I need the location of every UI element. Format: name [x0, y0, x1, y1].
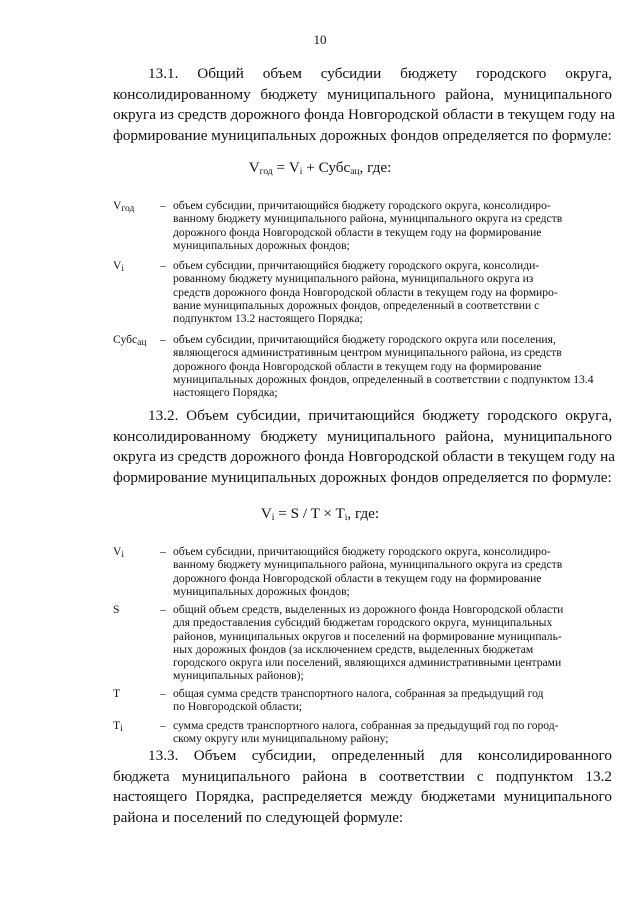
definition-item — [113, 545, 613, 603]
para-line: 13.2. Объем субсидии, причитающийся бюджету городского округа, — [148, 407, 612, 424]
definition-symbol: $V_i$ — [113, 259, 125, 274]
definition-symbol: $V_{год}$ — [113, 199, 135, 214]
definition-item — [113, 603, 613, 687]
definition-text: объем субсидии, причитающийся бюджету городского округа, консолидиро- ванному бюджету муниципального района, муниципального округа из средств дорожного фонда Новгородской области в текущем году на формирование муниципальных дорожных фондов; — [173, 545, 563, 598]
para-line: настоящего Порядка, распределяется между бюджетами муниципального — [113, 788, 612, 805]
definition-text: сумма средств транспортного налога, собранная за предыдущий год по город- скому округу или муниципальному району; — [173, 719, 559, 746]
definition-dash: – — [160, 545, 166, 558]
definitions-13-1 — [113, 199, 613, 403]
para-line: бюджета муниципального района в соответствии с подпунктом 13.2 — [113, 767, 612, 785]
definition-text: объем субсидии, причитающийся бюджету городского округа, консолиди- рованному бюджету муниципального района, муниципального округа из средств дорожного фонда Новгородской области в текущем году на формиро- вание муниципальных дорожных фондов, определенный в соответствии с подпунктом 13.2 настоящего Порядка; — [173, 259, 558, 326]
para-line: 13.3. Объем субсидии, определенный для консолидированного — [148, 747, 612, 764]
definition-symbol: Субс$_{ац}$ — [113, 333, 147, 348]
definition-dash: – — [160, 333, 166, 346]
definition-dash: – — [160, 259, 166, 272]
para-line: консолидированному бюджету муниципального района, муниципального — [113, 85, 612, 103]
paragraph-13-2 — [113, 406, 616, 488]
formula-sub: i — [271, 513, 275, 523]
definition-dash: – — [160, 199, 166, 212]
paragraph-13-3 — [113, 746, 612, 828]
definition-item — [113, 719, 613, 749]
formula-part: , где: — [359, 159, 392, 176]
formula-sub: i — [299, 167, 303, 177]
definition-dash: – — [160, 603, 166, 616]
definition-text: объем субсидии, причитающийся бюджету городского округа или поселения, являющегося административным центром муниципального района, из средств дорожного фонда Новгородской области в текущем году на формирование муниципальных дорожных фондов, определенный в соответствии с подпунктом 13.4 настоящего Порядка; — [173, 333, 594, 400]
page-number: 10 — [313, 32, 327, 47]
definitions-13-2 — [113, 545, 613, 749]
formula-13-2 — [0, 505, 640, 523]
definition-text: общая сумма средств транспортного налога, собранная за предыдущий год по Новгородской области; — [173, 687, 544, 714]
paragraph-13-1 — [113, 64, 616, 146]
formula-sub: год — [259, 167, 273, 177]
formula-part: V — [260, 505, 272, 522]
formula-13-1 — [0, 159, 640, 177]
definition-symbol: S — [113, 603, 120, 616]
para-line: формирование муниципальных дорожных фондов определяется по формуле: — [113, 468, 612, 486]
formula-part: = S / T × T — [274, 505, 345, 522]
para-line: формирование муниципальных дорожных фондов определяется по формуле: — [113, 126, 612, 144]
definition-symbol: $T_i$ — [113, 719, 123, 734]
formula-sub: ац — [350, 167, 360, 177]
definition-dash: – — [160, 719, 166, 732]
definition-item — [113, 199, 613, 259]
definition-symbol: $V_i$ — [113, 545, 125, 560]
formula-sub: i — [344, 513, 348, 523]
para-line: района и поселений по следующей формуле: — [113, 808, 404, 826]
para-line: округа из средств дорожного фонда Новгородской области в текущем году на — [113, 106, 616, 123]
definition-dash: – — [160, 687, 166, 700]
formula-part: , где: — [347, 505, 380, 522]
para-line: 13.1. Общий объем субсидии бюджету городского округа, — [148, 65, 612, 82]
definition-text: общий объем средств, выделенных из дорожного фонда Новгородской области для предоставления субсидий бюджетам городского округа, муниципальных районов, муниципальных округов и поселений на формирование муниципаль- ных дорожных фондов (за исключением средств, выделенных бюджетам городского округа или поселений, являющихся административными центрами муниципальных районов); — [173, 603, 564, 683]
formula-part: + Субс — [302, 159, 351, 176]
formula-part: V — [248, 159, 260, 176]
formula-part: = V — [272, 159, 300, 176]
para-line: консолидированному бюджету муниципального района, муниципального — [113, 427, 612, 445]
definition-item — [113, 259, 613, 333]
definition-symbol: T — [113, 687, 121, 700]
definition-item — [113, 333, 613, 403]
definition-text: объем субсидии, причитающийся бюджету городского округа, консолидиро- ванному бюджету муниципального района, муниципального округа из средств дорожного фонда Новгородской области в текущем году на формирование муниципальных дорожных фондов; — [173, 199, 563, 252]
definition-item — [113, 687, 613, 719]
para-line: округа из средств дорожного фонда Новгородской области в текущем году на — [113, 448, 616, 465]
